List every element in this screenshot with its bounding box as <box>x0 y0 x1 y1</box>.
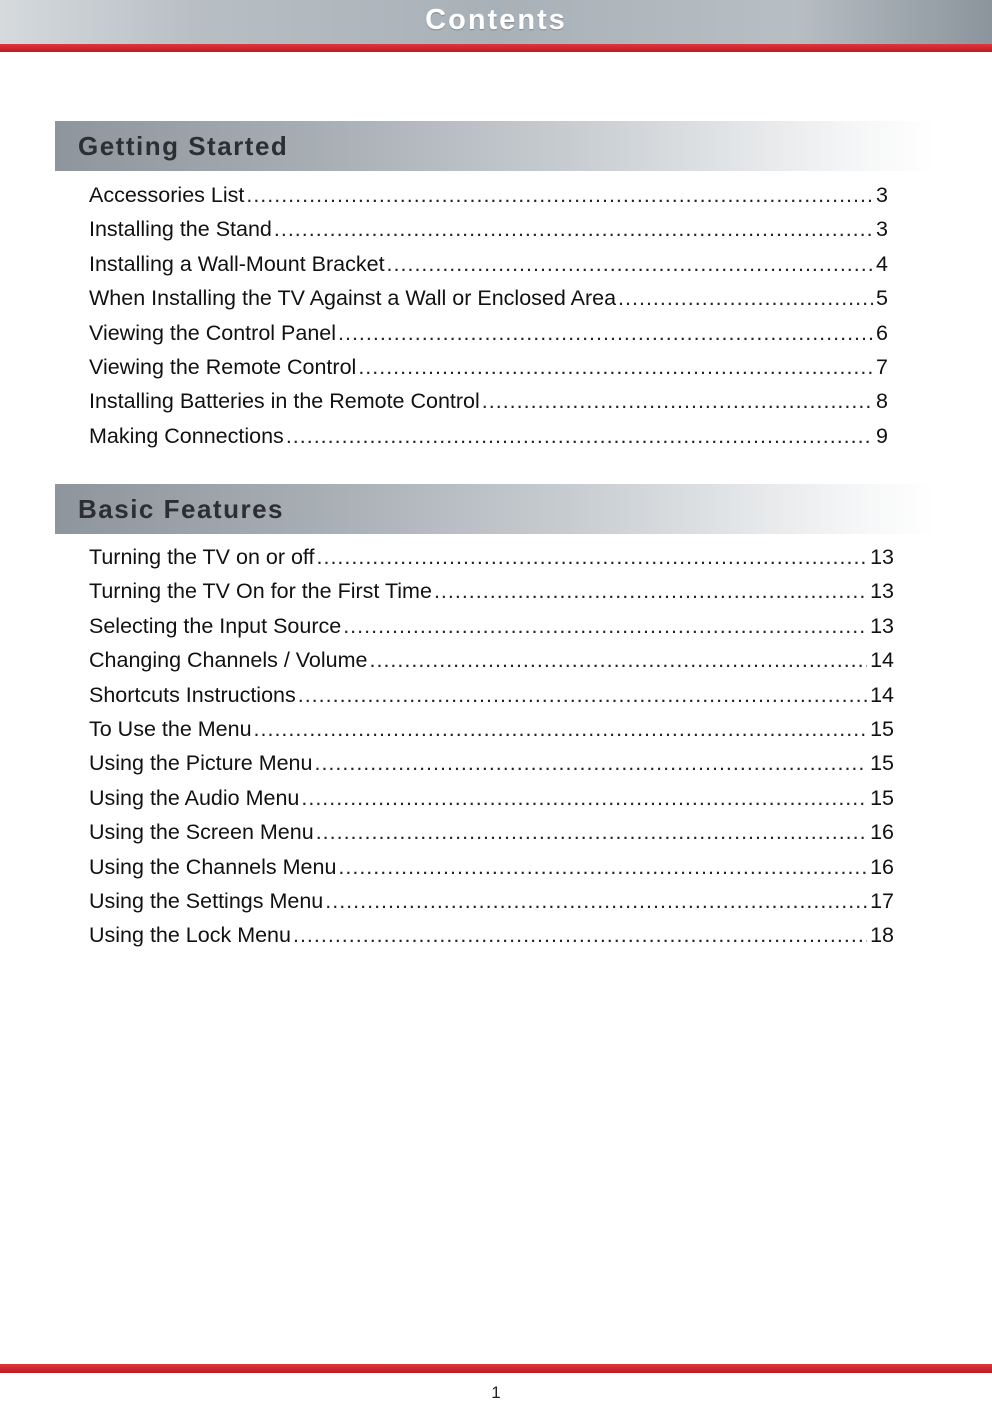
toc-entry-label: Turning the TV on or off <box>89 545 315 569</box>
toc-leader-dots <box>274 217 873 242</box>
page-number: 1 <box>491 1383 501 1402</box>
toc-entry[interactable] <box>89 648 894 682</box>
toc-entry[interactable] <box>89 855 894 889</box>
toc-entry[interactable] <box>89 717 894 751</box>
toc-entry-label: Making Connections <box>89 423 284 448</box>
toc-entry[interactable] <box>89 183 888 217</box>
toc-entry-label: When Installing the TV Against a Wall or Enclosed Area <box>89 286 617 311</box>
toc-entry[interactable] <box>89 579 894 613</box>
section-title: Basic Features <box>78 494 284 524</box>
toc-leader-dots <box>298 683 867 708</box>
toc-list-basic-features <box>89 545 894 958</box>
toc-entry[interactable] <box>89 424 888 458</box>
toc-entry-page: 14 <box>870 682 894 707</box>
toc-entry-page: 14 <box>870 648 894 673</box>
toc-entry-page: 8 <box>876 389 888 414</box>
toc-entry-page: 9 <box>876 423 888 448</box>
toc-entry-label: Shortcuts Instructions <box>89 682 296 707</box>
header-red-stripe <box>0 44 992 52</box>
toc-leader-dots <box>358 355 873 380</box>
toc-entry-label: Using the Lock Menu <box>89 923 291 948</box>
toc-entry-page: 15 <box>870 785 894 810</box>
toc-entry[interactable] <box>89 614 894 648</box>
toc-leader-dots <box>343 614 867 639</box>
toc-entry-label: Using the Audio Menu <box>89 785 300 810</box>
toc-leader-dots <box>482 389 873 414</box>
toc-entry-page: 15 <box>870 716 894 741</box>
toc-leader-dots <box>246 183 873 208</box>
toc-entry-page: 16 <box>870 854 894 879</box>
toc-leader-dots <box>338 321 873 346</box>
section-header-getting-started <box>55 121 935 171</box>
toc-entry-page: 15 <box>870 751 894 776</box>
toc-leader-dots <box>254 717 868 742</box>
toc-entry-label: Installing the Stand <box>89 217 272 242</box>
toc-entry-label: Installing Batteries in the Remote Control <box>89 389 480 414</box>
toc-entry[interactable] <box>89 751 894 785</box>
toc-leader-dots <box>316 820 867 845</box>
toc-list-getting-started <box>89 183 888 458</box>
section-header-basic-features <box>55 484 935 534</box>
toc-entry-label: Accessories List <box>89 183 245 207</box>
toc-entry-page: 17 <box>870 888 894 913</box>
toc-entry-label: Using the Screen Menu <box>89 820 314 845</box>
toc-leader-dots <box>317 545 868 570</box>
toc-entry-label: Installing a Wall-Mount Bracket <box>89 251 385 276</box>
toc-entry[interactable] <box>89 923 894 957</box>
toc-leader-dots <box>325 889 867 914</box>
page-title: Contents <box>425 4 567 36</box>
toc-leader-dots <box>301 786 867 811</box>
toc-leader-dots <box>370 648 868 673</box>
toc-entry[interactable] <box>89 820 894 854</box>
toc-entry[interactable] <box>89 683 894 717</box>
toc-leader-dots <box>286 424 873 449</box>
toc-entry-label: To Use the Menu <box>89 716 252 741</box>
toc-entry[interactable] <box>89 545 894 579</box>
toc-leader-dots <box>293 923 867 948</box>
toc-entry[interactable] <box>89 355 888 389</box>
toc-entry-page: 18 <box>870 923 894 948</box>
toc-entry[interactable] <box>89 321 888 355</box>
toc-entry[interactable] <box>89 786 894 820</box>
toc-entry-page: 13 <box>870 579 894 604</box>
toc-entry-label: Using the Channels Menu <box>89 854 337 879</box>
toc-entry-page: 4 <box>876 251 888 276</box>
toc-leader-dots <box>434 579 867 604</box>
toc-entry-label: Turning the TV On for the First Time <box>89 579 432 604</box>
toc-leader-dots <box>618 286 873 311</box>
toc-entry[interactable] <box>89 252 888 286</box>
toc-leader-dots <box>387 252 873 277</box>
toc-leader-dots <box>314 751 867 776</box>
toc-entry-page: 13 <box>870 545 894 569</box>
toc-entry[interactable] <box>89 286 888 320</box>
toc-entry-label: Changing Channels / Volume <box>89 648 368 673</box>
toc-entry[interactable] <box>89 217 888 251</box>
toc-entry-label: Using the Settings Menu <box>89 888 324 913</box>
toc-entry-page: 7 <box>876 354 888 379</box>
toc-entry-page: 16 <box>870 820 894 845</box>
toc-entry-label: Viewing the Control Panel <box>89 320 337 345</box>
toc-entry-page: 5 <box>876 286 888 311</box>
toc-entry-label: Selecting the Input Source <box>89 613 342 638</box>
toc-leader-dots <box>338 855 867 880</box>
toc-entry-label: Viewing the Remote Control <box>89 354 357 379</box>
toc-entry-label: Using the Picture Menu <box>89 751 313 776</box>
toc-entry[interactable] <box>89 889 894 923</box>
toc-entry[interactable] <box>89 389 888 423</box>
toc-entry-page: 6 <box>876 320 888 345</box>
toc-entry-page: 3 <box>876 183 888 207</box>
toc-entry-page: 3 <box>876 217 888 242</box>
toc-entry-page: 13 <box>870 613 894 638</box>
footer-red-stripe <box>0 1364 992 1373</box>
section-title: Getting Started <box>78 131 289 161</box>
